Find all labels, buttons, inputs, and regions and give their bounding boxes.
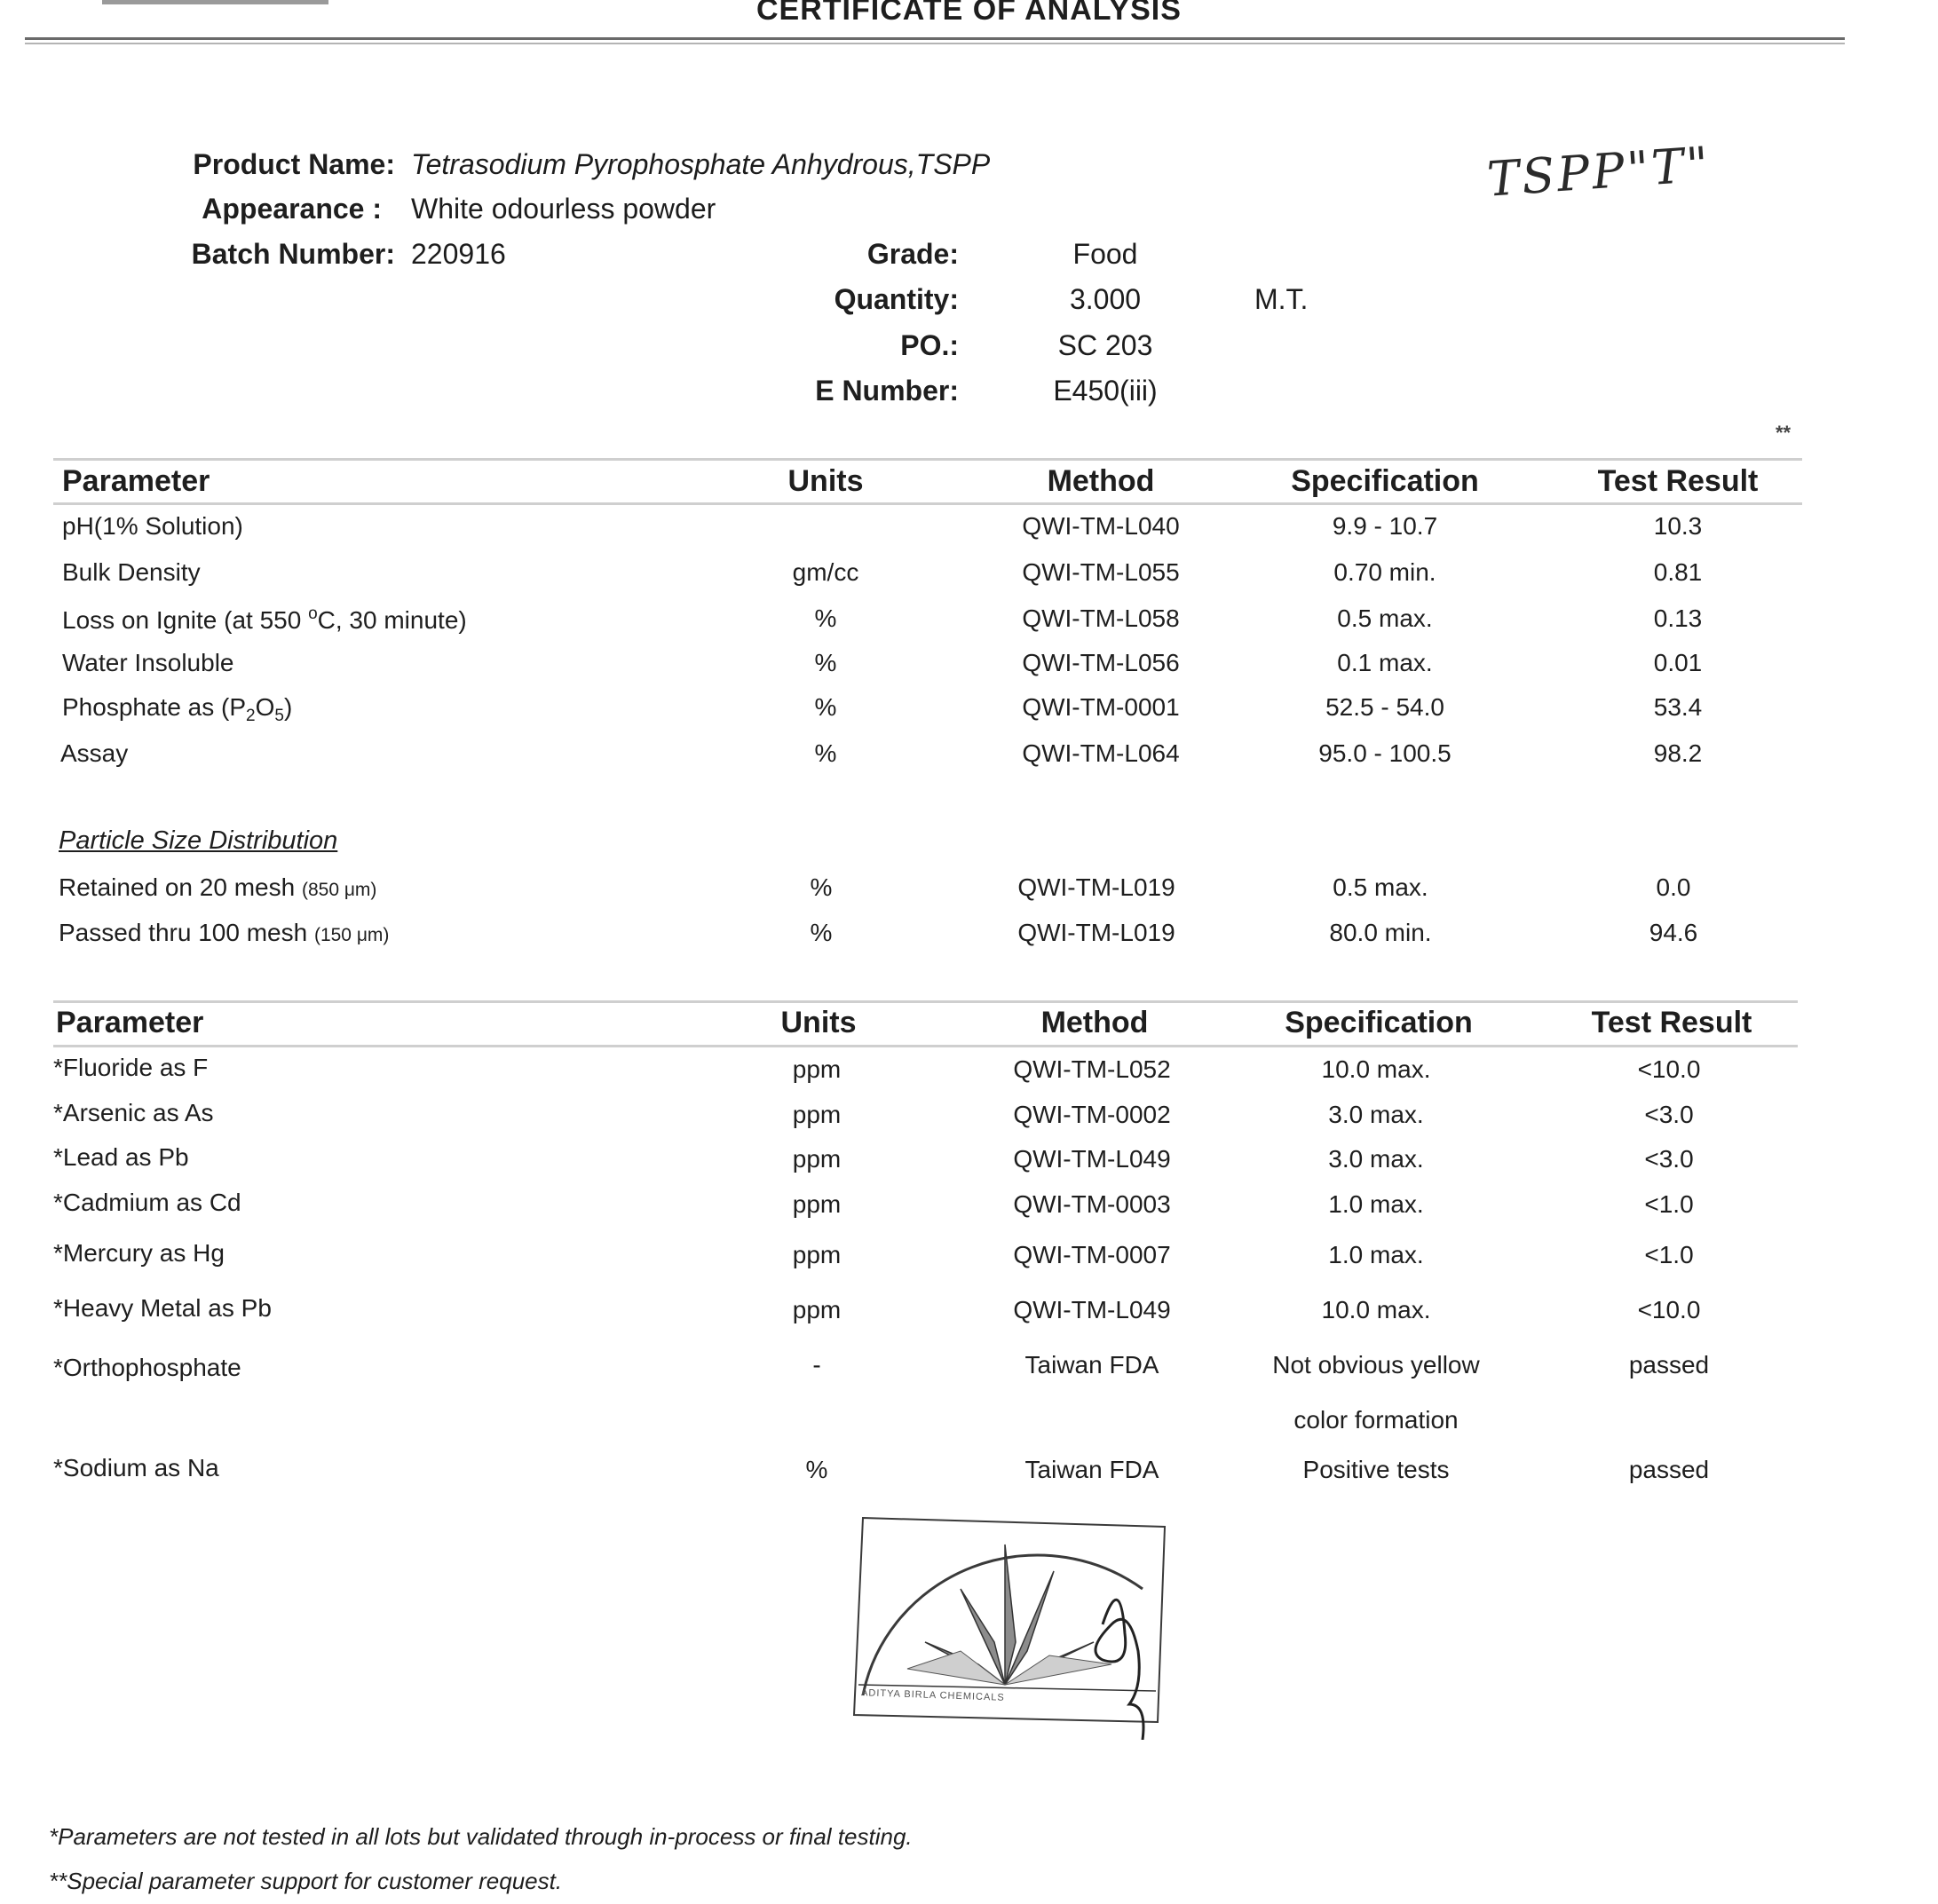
method-cell: QWI-TM-L058 [1022,604,1180,632]
spec-cell: Not obvious yellow [1272,1351,1480,1379]
parameter-cell: *Cadmium as Cd [53,1189,241,1216]
result-cell: 94.6 [1649,919,1698,946]
method-cell: QWI-TM-0002 [1013,1101,1171,1128]
method-cell: QWI-TM-L056 [1022,649,1180,676]
method-cell: QWI-TM-L055 [1022,558,1180,586]
parameter-cell: Phosphate as $(P_2O_5)$ [62,693,293,725]
units-cell: % [814,739,837,767]
po-label: PO.: [900,329,959,361]
spec-cell: 0.70 min. [1333,558,1436,586]
method-cell: QWI-TM-L040 [1022,512,1180,540]
appearance-value: White odourless powder [411,193,716,225]
spec-cell: 1.0 max. [1328,1241,1424,1268]
footnote-2: **Special parameter support for customer request. [49,1868,563,1894]
table2-header-rule [53,1045,1798,1047]
parameter-cell: *Arsenic as As [53,1099,214,1126]
table1-header-rule [53,502,1802,505]
result-cell: <10.0 [1637,1055,1701,1083]
spec-cell: 3.0 max. [1328,1145,1424,1173]
appearance-label: Appearance : [202,193,382,225]
result-cell: 98.2 [1653,739,1703,767]
parameter-cell: Loss on Ignite (at 550 $^o$C, 30 minute) [62,604,467,634]
spec-cell: 0.1 max. [1337,649,1433,676]
spec-cell: 10.0 max. [1321,1296,1431,1323]
result-cell: 0.01 [1653,649,1703,676]
table1-top-rule [53,458,1802,461]
method-cell: QWI-TM-0001 [1022,693,1180,721]
parameter-cell: *Sodium as Na [53,1454,219,1481]
units-cell: ppm [792,1145,842,1173]
spec-cell: 3.0 max. [1328,1101,1424,1128]
result-cell: <1.0 [1644,1241,1694,1268]
method-cell: QWI-TM-L052 [1013,1055,1171,1083]
parameter-cell: Retained on 20 mesh (850 μm) [59,873,377,901]
units-cell: ppm [792,1101,842,1128]
method-cell: QWI-TM-0007 [1013,1241,1171,1268]
table2-header-parameter: Parameter [56,1006,204,1039]
units-cell: % [814,649,837,676]
batch-number-label: Batch Number: [191,238,395,270]
spec-cell-continued: color formation [1293,1406,1459,1434]
result-cell: 0.81 [1653,558,1703,586]
spec-cell: 52.5 - 54.0 [1325,693,1444,721]
company-stamp [827,1509,1183,1740]
spec-cell: 9.9 - 10.7 [1332,512,1438,540]
result-cell: <10.0 [1637,1296,1701,1323]
parameter-cell: *Heavy Metal as Pb [53,1294,272,1322]
table2-top-rule [53,1000,1798,1003]
method-cell: QWI-TM-L049 [1013,1296,1171,1323]
result-cell: <3.0 [1644,1145,1694,1173]
spec-cell: 0.5 max. [1337,604,1433,632]
parameter-cell: Assay [60,739,129,767]
quantity-unit: M.T. [1254,283,1309,315]
spec-cell: 95.0 - 100.5 [1318,739,1452,767]
header-stub [102,0,328,4]
method-cell: QWI-TM-L019 [1017,919,1175,946]
method-cell: Taiwan FDA [1024,1456,1159,1483]
units-cell: % [810,873,833,901]
units-cell: ppm [792,1055,842,1083]
result-cell: <1.0 [1644,1190,1694,1218]
parameter-cell: Bulk Density [62,558,201,586]
table1-header-method: Method [1047,464,1155,498]
parameter-cell: pH(1% Solution) [62,512,243,540]
result-cell: 53.4 [1653,693,1703,721]
spec-cell: 80.0 min. [1329,919,1432,946]
result-cell: 0.13 [1653,604,1703,632]
table1-header-result: Test Result [1597,464,1759,498]
product-name-value: Tetrasodium Pyrophosphate Anhydrous,TSPP [411,148,991,180]
quantity-label: Quantity: [834,283,959,315]
parameter-cell: *Mercury as Hg [53,1239,225,1267]
units-cell: ppm [792,1296,842,1323]
spec-cell: 1.0 max. [1328,1190,1424,1218]
grade-label: Grade: [866,238,959,270]
spec-cell: Positive tests [1302,1456,1450,1483]
units-cell: % [814,604,837,632]
units-cell: ppm [792,1241,842,1268]
method-cell: QWI-TM-0003 [1013,1190,1171,1218]
method-cell: Taiwan FDA [1024,1351,1159,1379]
parameter-cell: *Lead as Pb [53,1143,189,1171]
header-rule [25,37,1845,40]
po-value: SC 203 [1057,329,1153,361]
grade-value: Food [1072,238,1138,270]
table1-header-units: Units [787,464,864,498]
quantity-value: 3.000 [1069,283,1142,315]
units-cell: gm/cc [792,558,859,586]
table1-header-parameter: Parameter [62,464,210,498]
result-cell: <3.0 [1644,1101,1694,1128]
table2-header-units: Units [780,1006,857,1039]
result-cell: 10.3 [1653,512,1703,540]
spec-cell: 10.0 max. [1321,1055,1431,1083]
page-title: CERTIFICATE OF ANALYSIS [756,0,1182,27]
table2-header-result: Test Result [1591,1006,1752,1039]
handwritten-note: TSPP"T" [1485,136,1713,208]
units-cell: % [805,1456,828,1483]
parameter-cell: *Fluoride as F [53,1054,209,1081]
method-cell: QWI-TM-L049 [1013,1145,1171,1173]
table1-header-specification: Specification [1291,464,1479,498]
units-cell: % [814,693,837,721]
units-cell: ppm [792,1190,842,1218]
table2-header-specification: Specification [1285,1006,1473,1039]
footnote-1: *Parameters are not tested in all lots but validated through in-process or final testing. [49,1823,913,1850]
result-cell: 0.0 [1656,873,1691,901]
method-cell: QWI-TM-L019 [1017,873,1175,901]
e-number-value: E450(iii) [1053,375,1158,407]
particle-size-title: Particle Size Distribution [59,826,338,855]
units-cell: - [812,1351,821,1379]
special-parameter-marker: ** [1776,422,1792,444]
parameter-cell: Passed thru 100 mesh (150 μm) [59,919,390,946]
batch-number-value: 220916 [411,238,506,270]
e-number-label: E Number: [815,375,959,407]
stamp-text: ADITYA BIRLA CHEMICALS [860,1687,1005,1703]
parameter-cell: Water Insoluble [62,649,234,676]
product-name-label: Product Name: [193,148,395,180]
result-cell: passed [1628,1351,1710,1379]
header-rule-secondary [25,43,1845,44]
spec-cell: 0.5 max. [1333,873,1428,901]
result-cell: passed [1628,1456,1710,1483]
method-cell: QWI-TM-L064 [1022,739,1180,767]
units-cell: % [810,919,833,946]
parameter-cell: *Orthophosphate [53,1354,241,1381]
table2-header-method: Method [1040,1006,1149,1039]
